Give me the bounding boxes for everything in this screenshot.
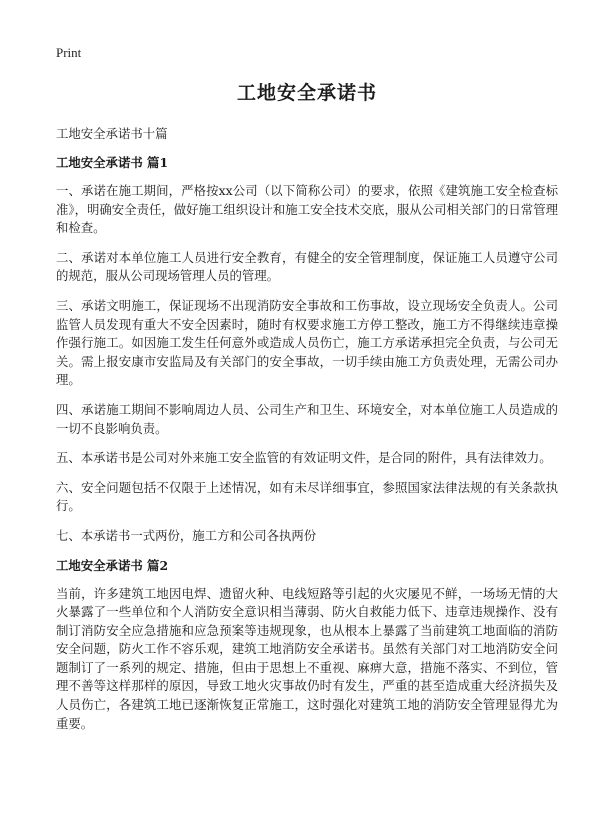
section-1-paragraph-3: 三、承诺文明施工，保证现场不出现消防安全事故和工伤事故，设立现场安全负责人。公司监管人员发现有重大不安全因素时，随时有权要求施工方停工整改，施工方不得继续违章操作强行施工。如因施工发生任何意外或造成人员伤亡，施工方承诺承担完全负责，与公司无关。需上报安康市安监局及有关部门的安全事故，一切手续由施工方负责处理，无需公司办理。 [56, 297, 558, 388]
document-subtitle: 工地安全承诺书十篇 [56, 126, 168, 141]
page-title: 工地安全承诺书 [236, 82, 377, 104]
print-link[interactable]: Print [56, 45, 82, 60]
section-1-paragraph-2: 二、承诺对本单位施工人员进行安全教育，有健全的安全管理制度，保证施工人员遵守公司的规范，服从公司现场管理人员的管理。 [56, 249, 558, 284]
section-1-paragraph-5: 五、本承诺书是公司对外来施工安全监管的有效证明文件，是合同的附件，具有法律效力。 [56, 450, 552, 466]
section-1-paragraph-7: 七、本承诺书一式两份，施工方和公司各执两份 [56, 527, 317, 543]
section-1-paragraph-4: 四、承诺施工期间不影响周边人员、公司生产和卫生、环境安全，对本单位施工人员造成的一切不良影响负责。 [56, 401, 558, 436]
section-2-paragraph-1: 当前，许多建筑工地因电焊、遗留火种、电线短路等引起的火灾屡见不鲜，一场场无情的大火暴露了一些单位和个人消防安全意识相当薄弱、防火自救能力低下、违章违规操作、没有制订消防安全应急措施和应急预案等违规现象，也从根本上暴露了当前建筑工地面临的消防安全问题，防火工作不容乐观，建筑工地消防安全承诺书。虽然有关部门对工地消防安全问题制订了一系列的规定、措施，但由于思想上不重视、麻痹大意，措施不落实、不到位，管理不善等这样那样的原因，导致工地火灾事故仍时有发生，严重的甚至造成重大经济损失及人员伤亡，各建筑工地已逐渐恢复正常施工，这时强化对建筑工地的消防安全管理显得尤为重要。 [56, 585, 558, 731]
section-1-paragraph-1: 一、承诺在施工期间，严格按xx公司（以下简称公司）的要求，依照《建筑施工安全检查标准》，明确安全责任，做好施工组织设计和施工安全技术交底，服从公司相关部门的日常管理和检查。 [56, 183, 558, 236]
section-heading-1: 工地安全承诺书 篇1 [56, 155, 169, 170]
section-heading-2: 工地安全承诺书 篇2 [56, 557, 169, 573]
section-1-paragraph-6: 六、安全问题包括不仅限于上述情况，如有未尽详细事宜，参照国家法律法规的有关条款执行。 [56, 479, 558, 514]
